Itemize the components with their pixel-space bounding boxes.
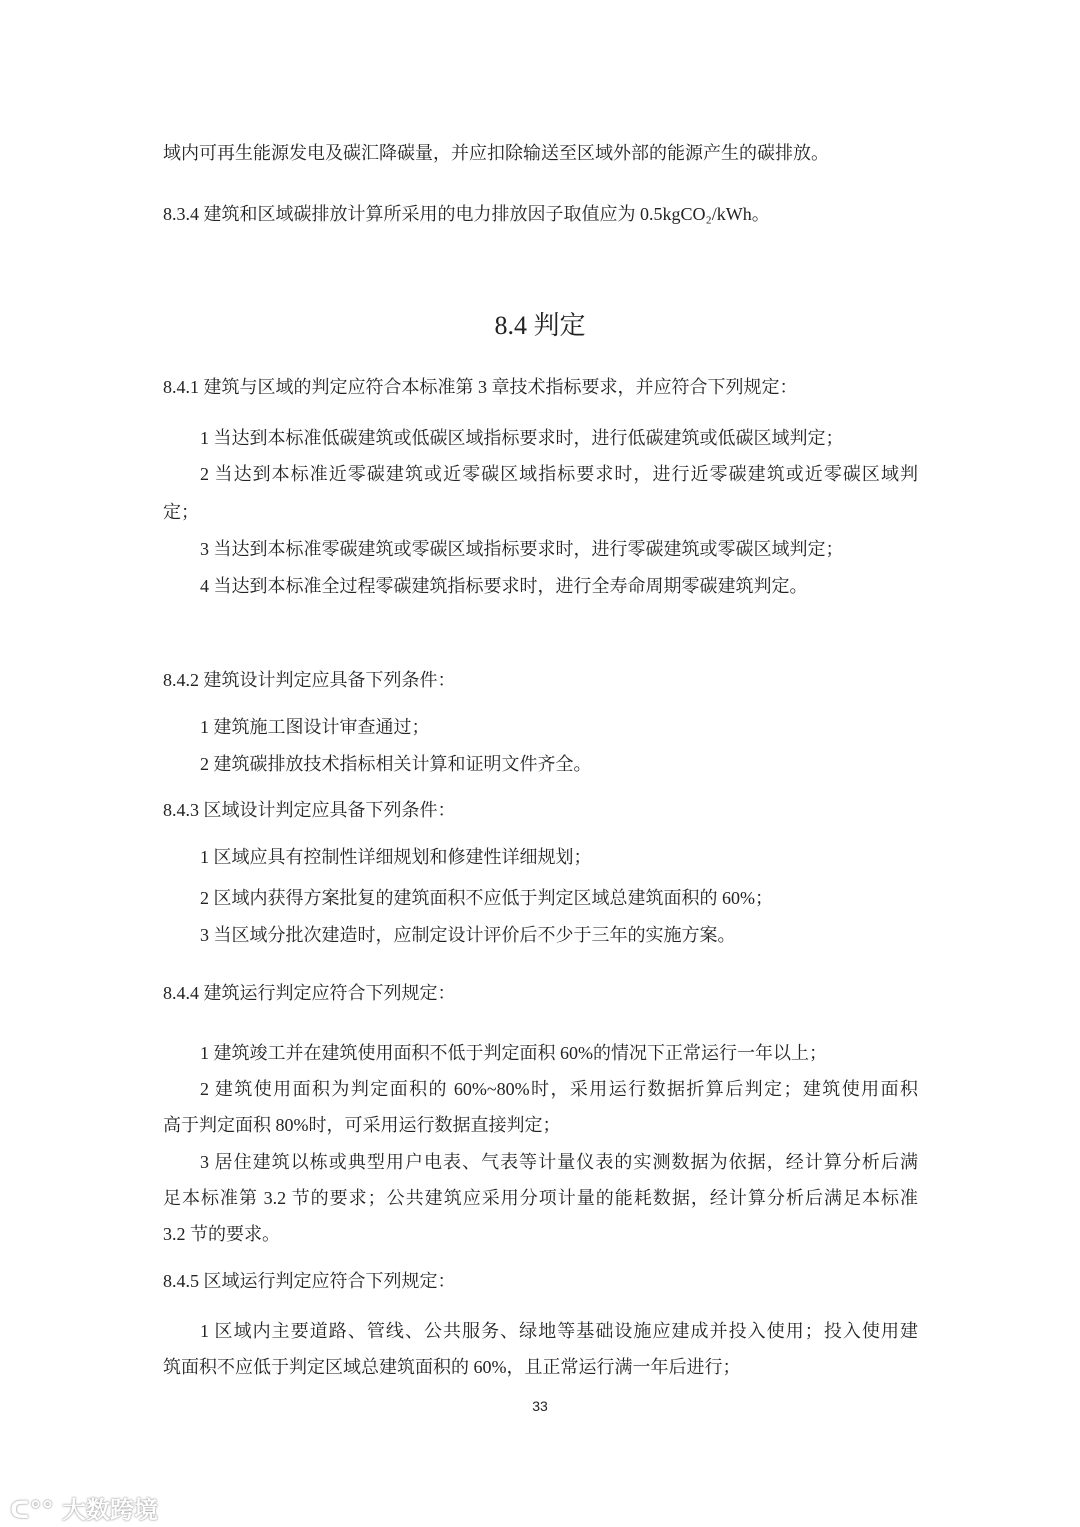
list-item: 1 区域内主要道路、管线、公共服务、绿地等基础设施应建成并投入使用；投入使用建 xyxy=(200,1321,918,1341)
list-item-cont: 足本标准第 3.2 节的要求；公共建筑应采用分项计量的能耗数据，经计算分析后满足本标准 xyxy=(163,1188,918,1208)
list-item: 3 居住建筑以栋或典型用户电表、气表等计量仪表的实测数据为依据，经计算分析后满 xyxy=(200,1152,918,1172)
list-item: 4 当达到本标准全过程零碳建筑指标要求时，进行全寿命周期零碳建筑判定。 xyxy=(200,576,808,596)
paragraph-line: 域内可再生能源发电及碳汇降碳量，并应扣除输送至区域外部的能源产生的碳排放。 xyxy=(163,143,829,163)
clause-8-4-5: 8.4.5 区域运行判定应符合下列规定： xyxy=(163,1271,456,1291)
clause-8-3-4: 8.3.4 建筑和区域碳排放计算所采用的电力排放因子取值应为 0.5kgCO₂/kWh。 xyxy=(163,204,770,224)
list-item: 1 建筑施工图设计审查通过； xyxy=(200,717,430,737)
list-item: 1 区域应具有控制性详细规划和修建性详细规划； xyxy=(200,847,592,867)
list-item: 1 当达到本标准低碳建筑或低碳区域指标要求时，进行低碳建筑或低碳区域判定； xyxy=(200,428,844,448)
list-item: 3 当达到本标准零碳建筑或零碳区域指标要求时，进行零碳建筑或零碳区域判定； xyxy=(200,539,844,559)
list-item-cont: 定； xyxy=(163,502,199,522)
watermark-logo xyxy=(10,1490,158,1525)
page-number: 33 xyxy=(532,1398,548,1414)
list-item: 2 建筑碳排放技术指标相关计算和证明文件齐全。 xyxy=(200,754,592,774)
watermark-text: 大数跨境 xyxy=(61,1496,158,1524)
clause-8-4-1: 8.4.1 建筑与区域的判定应符合本标准第 3 章技术指标要求，并应符合下列规定： xyxy=(163,377,798,397)
list-item: 1 建筑竣工并在建筑使用面积不低于判定面积 60%的情况下正常运行一年以上； xyxy=(200,1043,827,1063)
list-item: 2 区域内获得方案批复的建筑面积不应低于判定区域总建筑面积的 60%； xyxy=(200,888,773,908)
list-item: 3 当区域分批次建造时，应制定设计评价后不少于三年的实施方案。 xyxy=(200,925,736,945)
clause-8-4-3: 8.4.3 区域设计判定应具备下列条件： xyxy=(163,800,456,820)
list-item-cont: 筑面积不应低于判定区域总建筑面积的 60%，且正常运行满一年后进行； xyxy=(163,1357,741,1377)
list-item: 2 当达到本标准近零碳建筑或近零碳区域指标要求时，进行近零碳建筑或近零碳区域判 xyxy=(200,464,918,484)
watermark-icon: ᑕ°° xyxy=(10,1496,54,1524)
list-item-cont: 3.2 节的要求。 xyxy=(163,1224,280,1244)
list-item: 2 建筑使用面积为判定面积的 60%~80%时，采用运行数据折算后判定；建筑使用面积 xyxy=(200,1079,918,1099)
section-heading: 8.4 判定 xyxy=(494,311,586,340)
list-item-cont: 高于判定面积 80%时，可采用运行数据直接判定； xyxy=(163,1115,561,1135)
clause-8-4-2: 8.4.2 建筑设计判定应具备下列条件： xyxy=(163,670,456,690)
clause-8-4-4: 8.4.4 建筑运行判定应符合下列规定： xyxy=(163,983,456,1003)
